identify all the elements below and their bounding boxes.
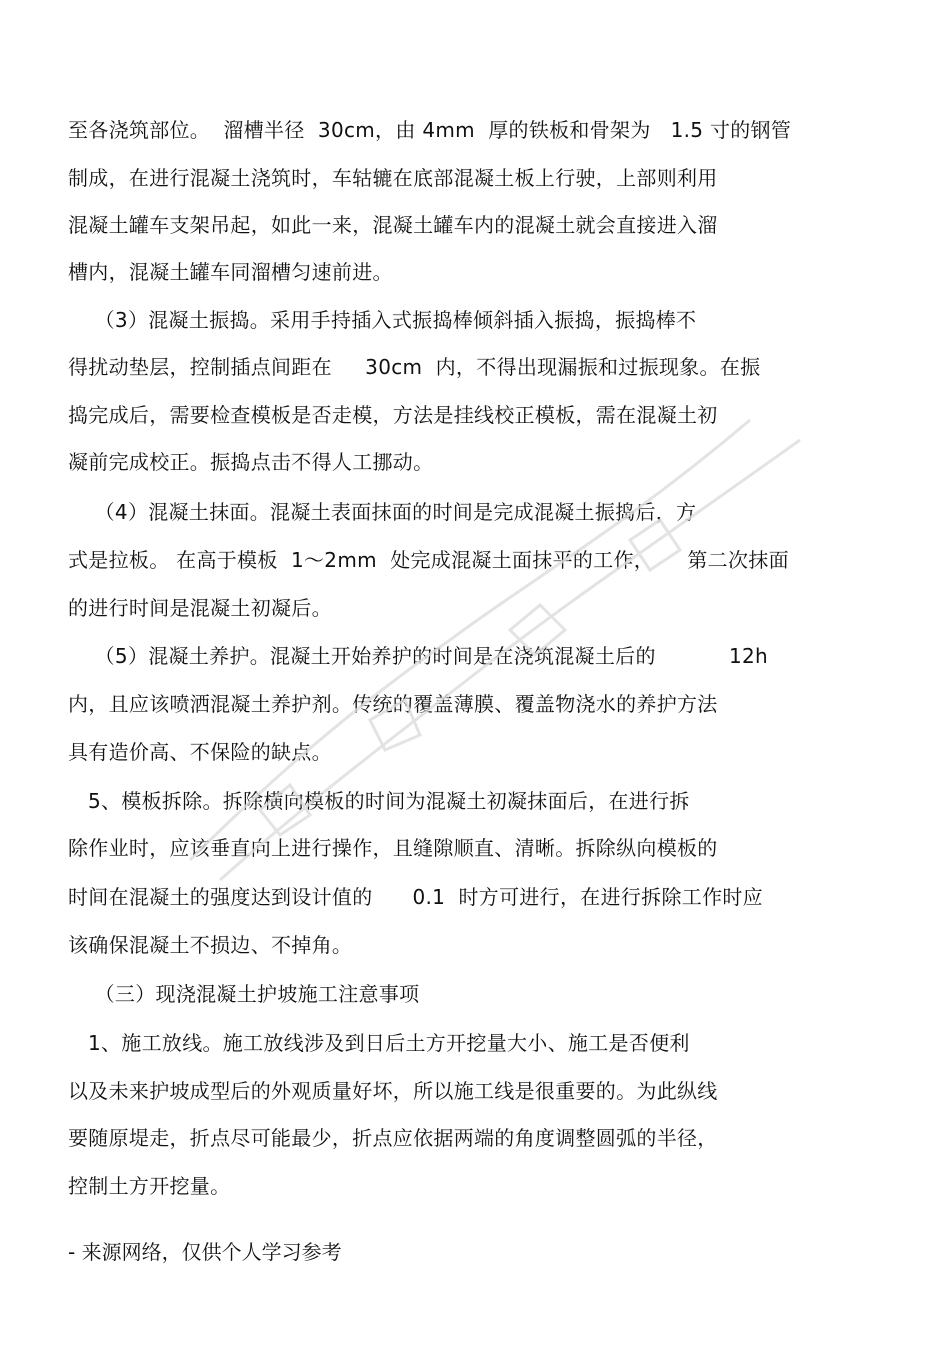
text-line: 制成，在进行混凝土浇筑时，车轱辘在底部混凝土板上行驶，上部则利用	[68, 166, 718, 190]
text-line: 槽内，混凝土罐车同溜槽匀速前进。	[68, 260, 393, 284]
footer-note: - 来源网络，仅供个人学习参考	[68, 1240, 342, 1264]
text-line: 该确保混凝土不损边、不掉角。	[68, 933, 353, 957]
text-line: 得扰动垫层，控制插点间距在 30cm 内，不得出现漏振和过振现象。在振	[68, 355, 761, 379]
text-line: 内，且应该喷洒混凝土养护剂。传统的覆盖薄膜、覆盖物浇水的养护方法	[68, 692, 718, 716]
text-line: 5、模板拆除。拆除横向模板的时间为混凝土初凝抹面后，在进行拆	[68, 789, 690, 813]
text-line: （4）混凝土抹面。混凝土表面抹面的时间是完成混凝土振捣后，方	[68, 500, 697, 524]
text-line: 控制土方开挖量。	[68, 1174, 231, 1198]
text-line: 凝前完成校正。振捣点击不得人工挪动。	[68, 450, 434, 474]
text-line: 的进行时间是混凝土初凝后。	[68, 596, 332, 620]
text-line: 具有造价高、不保险的缺点。	[68, 740, 332, 764]
text-line: 除作业时，应该垂直向上进行操作，且缝隙顺直、清晰。拆除纵向模板的	[68, 836, 718, 860]
text-line: （3）混凝土振捣。采用手持插入式振捣棒倾斜插入振捣，振捣棒不	[68, 308, 697, 332]
text-line: 要随原堤走，折点尽可能最少，折点应依据两端的角度调整圆弧的半径，	[68, 1126, 718, 1150]
text-line: 至各浇筑部位。 溜槽半径 30cm，由 4mm 厚的铁板和骨架为 1.5 寸的钢管	[68, 118, 792, 142]
text-line: 捣完成后，需要检查模板是否走模，方法是挂线校正模板，需在混凝土初	[68, 403, 718, 427]
text-line: 式是拉板。 在高于模板 1～2mm 处完成混凝土面抹平的工作， 第二次抹面	[68, 548, 789, 572]
text-line: （三）现浇混凝土护坡施工注意事项	[68, 982, 420, 1006]
text-line: 混凝土罐车支架吊起，如此一来，混凝土罐车内的混凝土就会直接进入溜	[68, 213, 718, 237]
text-line: 以及未来护坡成型后的外观质量好坏，所以施工线是很重要的。为此纵线	[68, 1079, 718, 1103]
text-line: 1、施工放线。施工放线涉及到日后土方开挖量大小、施工是否便利	[68, 1031, 690, 1055]
text-line: 时间在混凝土的强度达到设计值的 0.1 时方可进行，在进行拆除工作时应	[68, 885, 763, 909]
text-line: （5）混凝土养护。混凝土开始养护的时间是在浇筑混凝土后的 12h	[68, 644, 769, 668]
